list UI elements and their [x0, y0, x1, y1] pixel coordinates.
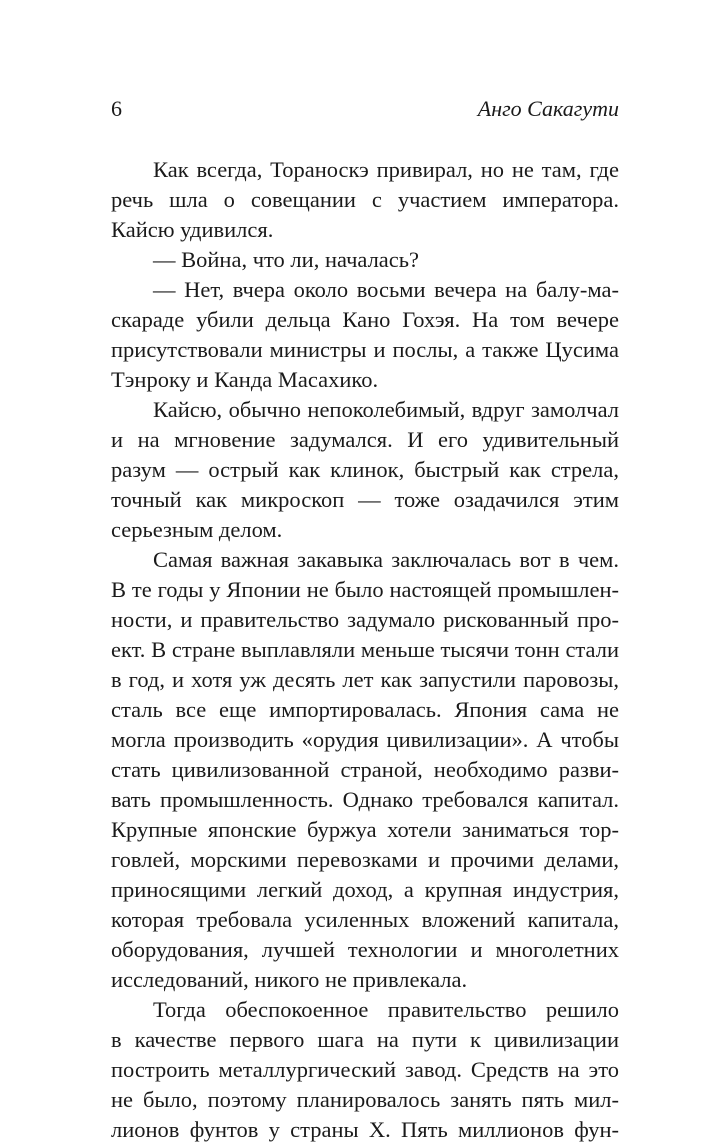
text-line: точный как микроскоп — тоже озадачился этим	[111, 487, 619, 512]
text-line: Кайсю, обычно непоколебимый, вдруг замолчал	[153, 397, 619, 422]
page-header	[111, 96, 619, 126]
text-line: ект. В стране выплавляли меньше тысячи тонн стали	[111, 637, 619, 662]
text-line: серьезным делом.	[111, 517, 283, 542]
text-line: говлей, морскими перевозками и прочими делами,	[111, 847, 619, 872]
text-line: лионов фунтов у страны Х. Пять миллионов фун-	[111, 1117, 619, 1142]
text-line: построить металлургический завод. Средств на это	[111, 1057, 619, 1082]
text-line: которая требовала усиленных вложений капитала,	[111, 907, 619, 932]
text-line: и на мгновение задумался. И его удивительный	[111, 427, 619, 452]
text-line: Крупные японские буржуа хотели заниматься тор-	[111, 817, 619, 842]
text-line: не было, поэтому планировалось занять пять мил-	[111, 1087, 619, 1112]
text-line: приносящими легкий доход, а крупная индустрия,	[111, 877, 619, 902]
text-line: речь шла о совещании с участием императора.	[111, 187, 619, 212]
text-line: в качестве первого шага на пути к цивилизации	[111, 1027, 619, 1052]
text-line: сталь все еще импортировалась. Япония сама не	[111, 697, 619, 722]
running-head-author: Анго Сакагути	[477, 96, 619, 121]
body-text	[111, 155, 619, 1145]
text-line: Самая важная закавыка заключалась вот в чем.	[153, 547, 619, 572]
page-number: 6	[111, 96, 122, 121]
text-line: в год, и хотя уж десять лет как запустили паровозы,	[111, 667, 619, 692]
text-line: — Война, что ли, началась?	[153, 247, 420, 272]
text-line: вать промышленность. Однако требовался капитал.	[111, 787, 619, 812]
text-line: Кайсю удивился.	[111, 217, 274, 242]
text-line: ности, и правительство задумало рискованный про-	[111, 607, 619, 632]
text-line: Тэнроку и Канда Масахико.	[111, 367, 379, 392]
text-line: Как всегда, Тораноскэ привирал, но не там, где	[153, 157, 619, 182]
text-line: присутствовали министры и послы, а также Цусима	[111, 337, 619, 362]
text-line: исследований, никого не привлекала.	[111, 967, 468, 992]
text-line: — Нет, вчера около восьми вечера на балу-ма-	[153, 277, 619, 302]
text-line: оборудования, лучшей технологии и многолетних	[111, 937, 619, 962]
text-line: В те годы у Японии не было настоящей промышлен-	[111, 577, 619, 602]
text-line: стать цивилизованной страной, необходимо разви-	[111, 757, 619, 782]
text-line: Тогда обеспокоенное правительство решило	[153, 997, 619, 1022]
text-line: скараде убили дельца Кано Гохэя. На том вечере	[111, 307, 619, 332]
text-line: разум — острый как клинок, быстрый как стрела,	[111, 457, 619, 482]
text-line: могла производить «орудия цивилизации». А чтобы	[111, 727, 619, 752]
